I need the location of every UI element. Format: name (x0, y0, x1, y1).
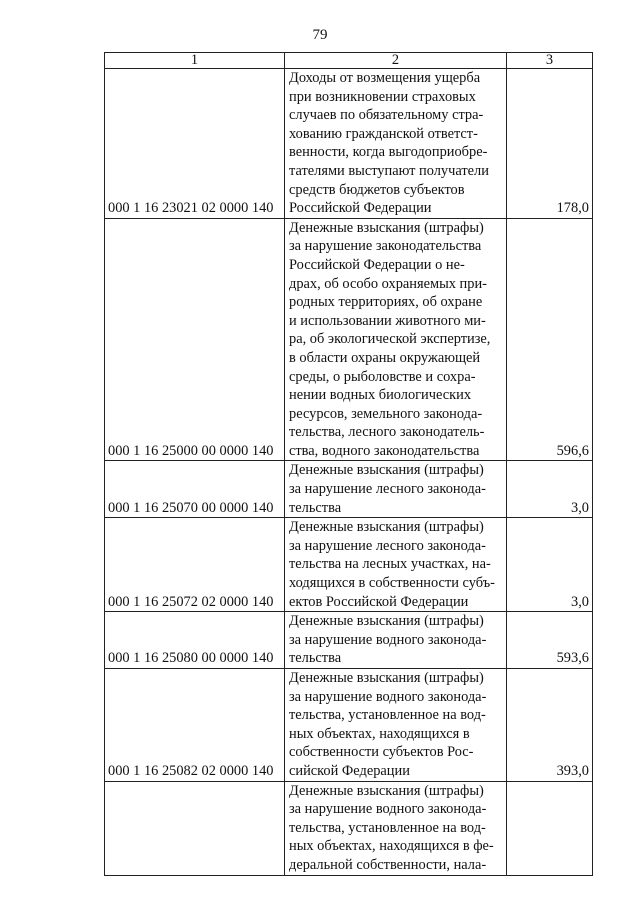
classification-code (105, 781, 285, 875)
table-row (105, 781, 593, 875)
amount-cell (507, 781, 593, 875)
classification-code: 000 1 16 25080 00 0000 140 (105, 612, 285, 669)
table-row (105, 461, 593, 518)
table-row (105, 69, 593, 219)
table-row (105, 669, 593, 782)
column-header-2: 2 (285, 53, 507, 69)
revenue-description: Денежные взыскания (штрафы) за нарушение водного законода- тельства, установленное на вод- ных объектах, находящихся в фе- деральной собственности, нала- (285, 781, 507, 875)
revenue-description: Денежные взыскания (штрафы) за нарушение водного законода- тельства, установленное на вод- ных объектах, находящихся в собственности субъектов Рос- сийской Федерации (285, 669, 507, 782)
table-row (105, 612, 593, 669)
classification-code: 000 1 16 25082 02 0000 140 (105, 669, 285, 782)
revenue-description: Денежные взыскания (штрафы) за нарушение лесного законода- тельства на лесных участках, на- ходящихся в собственности субъ- ектов Российской Федерации (285, 518, 507, 612)
amount-cell: 3,0 (507, 518, 593, 612)
revenue-description: Денежные взыскания (штрафы) за нарушение законодательства Российской Федерации о не- драх, об особо охраняемых при- родных территориях, об охране и использовании животного ми- ра, об экологической экспертизе, в области охраны окружающей среды, о рыболовстве и сохра- нении водных биологических ресурсов, земельного законода- тельства, лесного законодатель- ства, водного законодательства (285, 218, 507, 461)
amount-cell: 596,6 (507, 218, 593, 461)
revenue-description: Денежные взыскания (штрафы) за нарушение водного законода- тельства (285, 612, 507, 669)
table-row (105, 518, 593, 612)
classification-code: 000 1 16 25000 00 0000 140 (105, 218, 285, 461)
budget-table (104, 52, 593, 876)
column-header-3: 3 (507, 53, 593, 69)
amount-cell: 3,0 (507, 461, 593, 518)
table-row (105, 218, 593, 461)
table-header-row (105, 53, 593, 69)
classification-code: 000 1 16 25070 00 0000 140 (105, 461, 285, 518)
amount-cell: 178,0 (507, 69, 593, 219)
amount-cell: 593,6 (507, 612, 593, 669)
revenue-description: Денежные взыскания (штрафы) за нарушение лесного законода- тельства (285, 461, 507, 518)
page-number: 79 (312, 27, 328, 43)
column-header-1: 1 (105, 53, 285, 69)
classification-code: 000 1 16 25072 02 0000 140 (105, 518, 285, 612)
revenue-description: Доходы от возмещения ущерба при возникновении страховых случаев по обязательному стра- хованию гражданской ответст- венности, когда выгодоприобре- тателями выступают получатели средств бюджетов субъектов Российской Федерации (285, 69, 507, 219)
amount-cell: 393,0 (507, 669, 593, 782)
classification-code: 000 1 16 23021 02 0000 140 (105, 69, 285, 219)
